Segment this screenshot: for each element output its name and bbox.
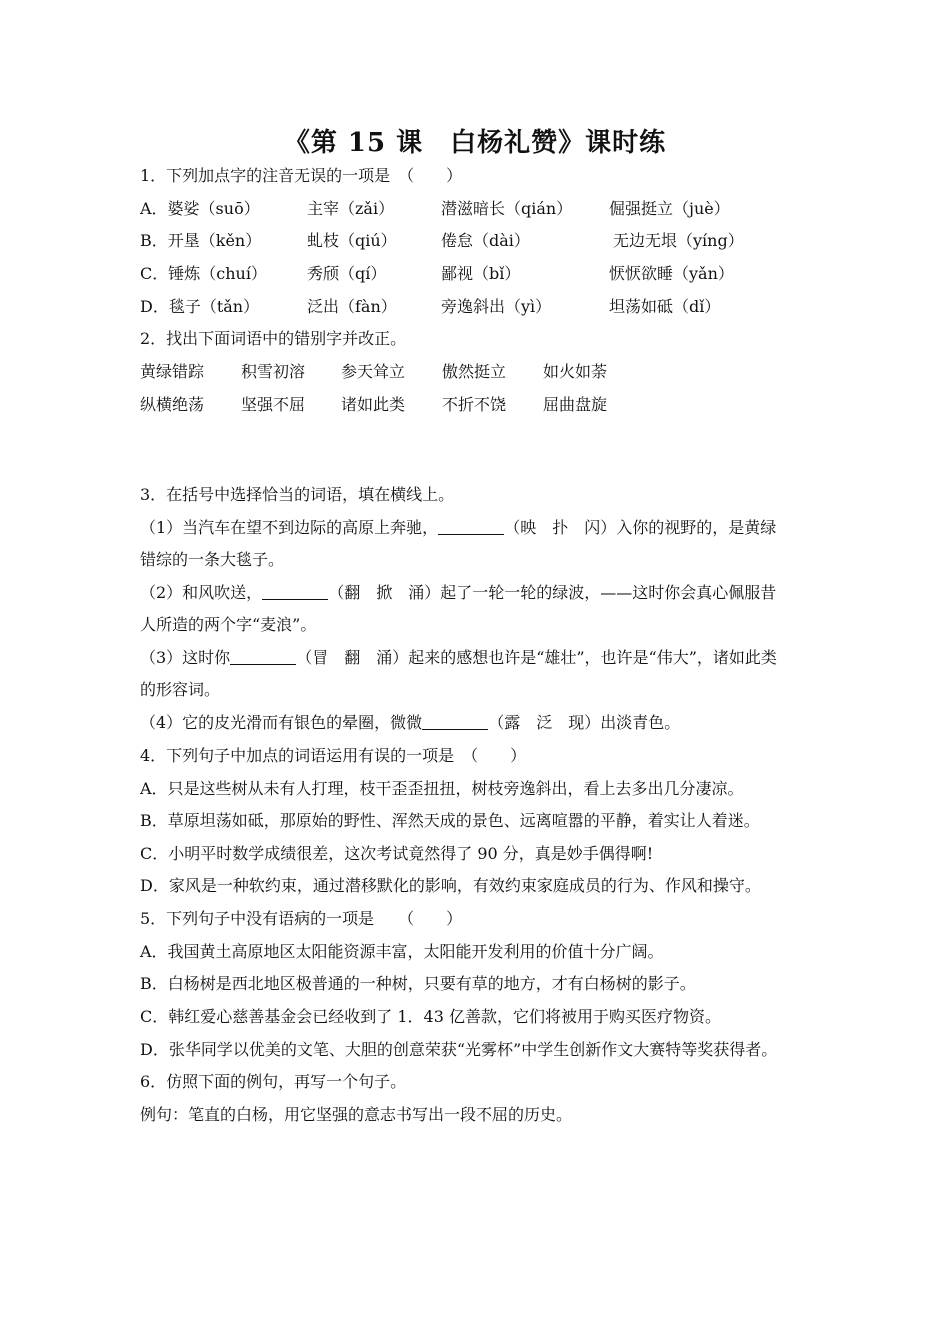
q2-word: 参天耸立 bbox=[341, 362, 406, 381]
q1-a-1: A．婆娑（suō） bbox=[140, 199, 260, 218]
q6-example: 例句：笔直的白杨，用它坚强的意志书写出一段不屈的历史。 bbox=[140, 1105, 573, 1124]
q3-3-text-c: 的形容词。 bbox=[140, 680, 221, 699]
q3-stem: 3．在括号中选择恰当的词语，填在横线上。 bbox=[140, 485, 455, 504]
q1-c-4: 恹恹欲睡（yǎn） bbox=[609, 264, 734, 283]
q1-b-3: 倦怠（dài） bbox=[441, 231, 530, 250]
q3-2-text-c: 人所造的两个字“麦浪”。 bbox=[140, 615, 317, 634]
q5-option-b: B．白杨树是西北地区极普通的一种树，只要有草的地方，才有白杨树的影子。 bbox=[140, 974, 696, 993]
q1-c-3: 鄙视（bǐ） bbox=[441, 264, 521, 283]
page-title: 《第 15 课 白杨礼赞》课时练 bbox=[283, 128, 667, 158]
q6-stem: 6．仿照下面的例句，再写一个句子。 bbox=[140, 1072, 407, 1091]
q3-4-blank[interactable] bbox=[422, 713, 488, 730]
q1-d-1: D．毯子（tǎn） bbox=[140, 297, 260, 316]
q1-a-3: 潜滋暗长（qián） bbox=[441, 199, 573, 218]
q4-stem: 4．下列句子中加点的词语运用有误的一项是 （ ） bbox=[140, 746, 527, 765]
q4-option-d: D．家风是一种软约束，通过潜移默化的影响，有效约束家庭成员的行为、作风和操守。 bbox=[140, 876, 761, 895]
q1-d-2: 泛出（fàn） bbox=[307, 297, 397, 316]
q2-word: 积雪初溶 bbox=[241, 362, 306, 381]
q4-option-a: A．只是这些树从未有人打理，枝干歪歪扭扭，树枝旁逸斜出，看上去多出几分凄凉。 bbox=[140, 779, 744, 798]
q5-stem: 5．下列句子中没有语病的一项是 （ ） bbox=[140, 909, 463, 928]
q2-word: 纵横绝荡 bbox=[140, 395, 205, 414]
q3-2-text-a: （2）和风吹送， bbox=[140, 583, 263, 602]
q1-c-1: C．锤炼（chuí） bbox=[140, 264, 267, 283]
q1-a-2: 主宰（zǎi） bbox=[307, 199, 395, 218]
q1-b-4: 无边无垠（yíng） bbox=[613, 231, 744, 250]
q3-sentence-1 bbox=[140, 518, 776, 538]
q3-4-text-a: （4）它的皮光滑而有银色的晕圈，微微 bbox=[140, 713, 423, 732]
q1-d-3: 旁逸斜出（yì） bbox=[441, 297, 552, 316]
q3-3-blank[interactable] bbox=[230, 648, 296, 665]
q2-word: 坚强不屈 bbox=[241, 395, 306, 414]
q3-1-text-c: 错综的一条大毯子。 bbox=[140, 550, 285, 569]
q2-word: 傲然挺立 bbox=[442, 362, 507, 381]
q3-2-text-b: （翻 掀 涌）起了一轮一轮的绿波，——这时你会真心佩服昔 bbox=[328, 583, 777, 602]
q1-b-2: 虬枝（qiú） bbox=[307, 231, 397, 250]
q3-sentence-2 bbox=[140, 583, 776, 603]
q5-option-a: A．我国黄土高原地区太阳能资源丰富，太阳能开发利用的价值十分广阔。 bbox=[140, 942, 664, 961]
q2-word: 不折不饶 bbox=[442, 395, 507, 414]
q3-1-text-b: （映 扑 闪）入你的视野的，是黄绿 bbox=[504, 518, 777, 537]
q3-1-blank[interactable] bbox=[438, 518, 504, 535]
q1-c-2: 秀颀（qí） bbox=[307, 264, 387, 283]
q2-stem: 2．找出下面词语中的错别字并改正。 bbox=[140, 329, 407, 348]
q4-option-b: B．草原坦荡如砥，那原始的野性、浑然天成的景色、远离喧嚣的平静，着实让人着迷。 bbox=[140, 811, 760, 830]
q5-option-d: D．张华同学以优美的文笔、大胆的创意荣获“光雾杯”中学生创新作文大赛特等奖获得者。 bbox=[140, 1040, 778, 1059]
q5-option-c: C．韩红爱心慈善基金会已经收到了 1．43 亿善款，它们将被用于购买医疗物资。 bbox=[140, 1007, 721, 1026]
q3-sentence-4 bbox=[140, 713, 680, 733]
q2-word: 诸如此类 bbox=[341, 395, 406, 414]
q3-4-text-b: （露 泛 现）出淡青色。 bbox=[488, 713, 681, 732]
q3-1-text-a: （1）当汽车在望不到边际的高原上奔驰， bbox=[140, 518, 439, 537]
q1-a-4: 倔强挺立（juè） bbox=[609, 199, 730, 218]
q1-b-1: B．开垦（kěn） bbox=[140, 231, 262, 250]
q3-sentence-3 bbox=[140, 648, 777, 668]
q3-2-blank[interactable] bbox=[262, 583, 328, 600]
q2-word: 屈曲盘旋 bbox=[543, 395, 608, 414]
q3-3-text-a: （3）这时你 bbox=[140, 648, 231, 667]
q2-word: 黄绿错踪 bbox=[140, 362, 205, 381]
q1-stem: 1．下列加点字的注音无误的一项是 （ ） bbox=[140, 166, 463, 185]
q3-3-text-b: （冒 翻 涌）起来的感想也许是“雄壮”，也许是“伟大”，诸如此类 bbox=[296, 648, 777, 667]
q2-word: 如火如荼 bbox=[543, 362, 608, 381]
q1-d-4: 坦荡如砥（dǐ） bbox=[609, 297, 721, 316]
q4-option-c: C．小明平时数学成绩很差，这次考试竟然得了 90 分，真是妙手偶得啊! bbox=[140, 844, 654, 863]
